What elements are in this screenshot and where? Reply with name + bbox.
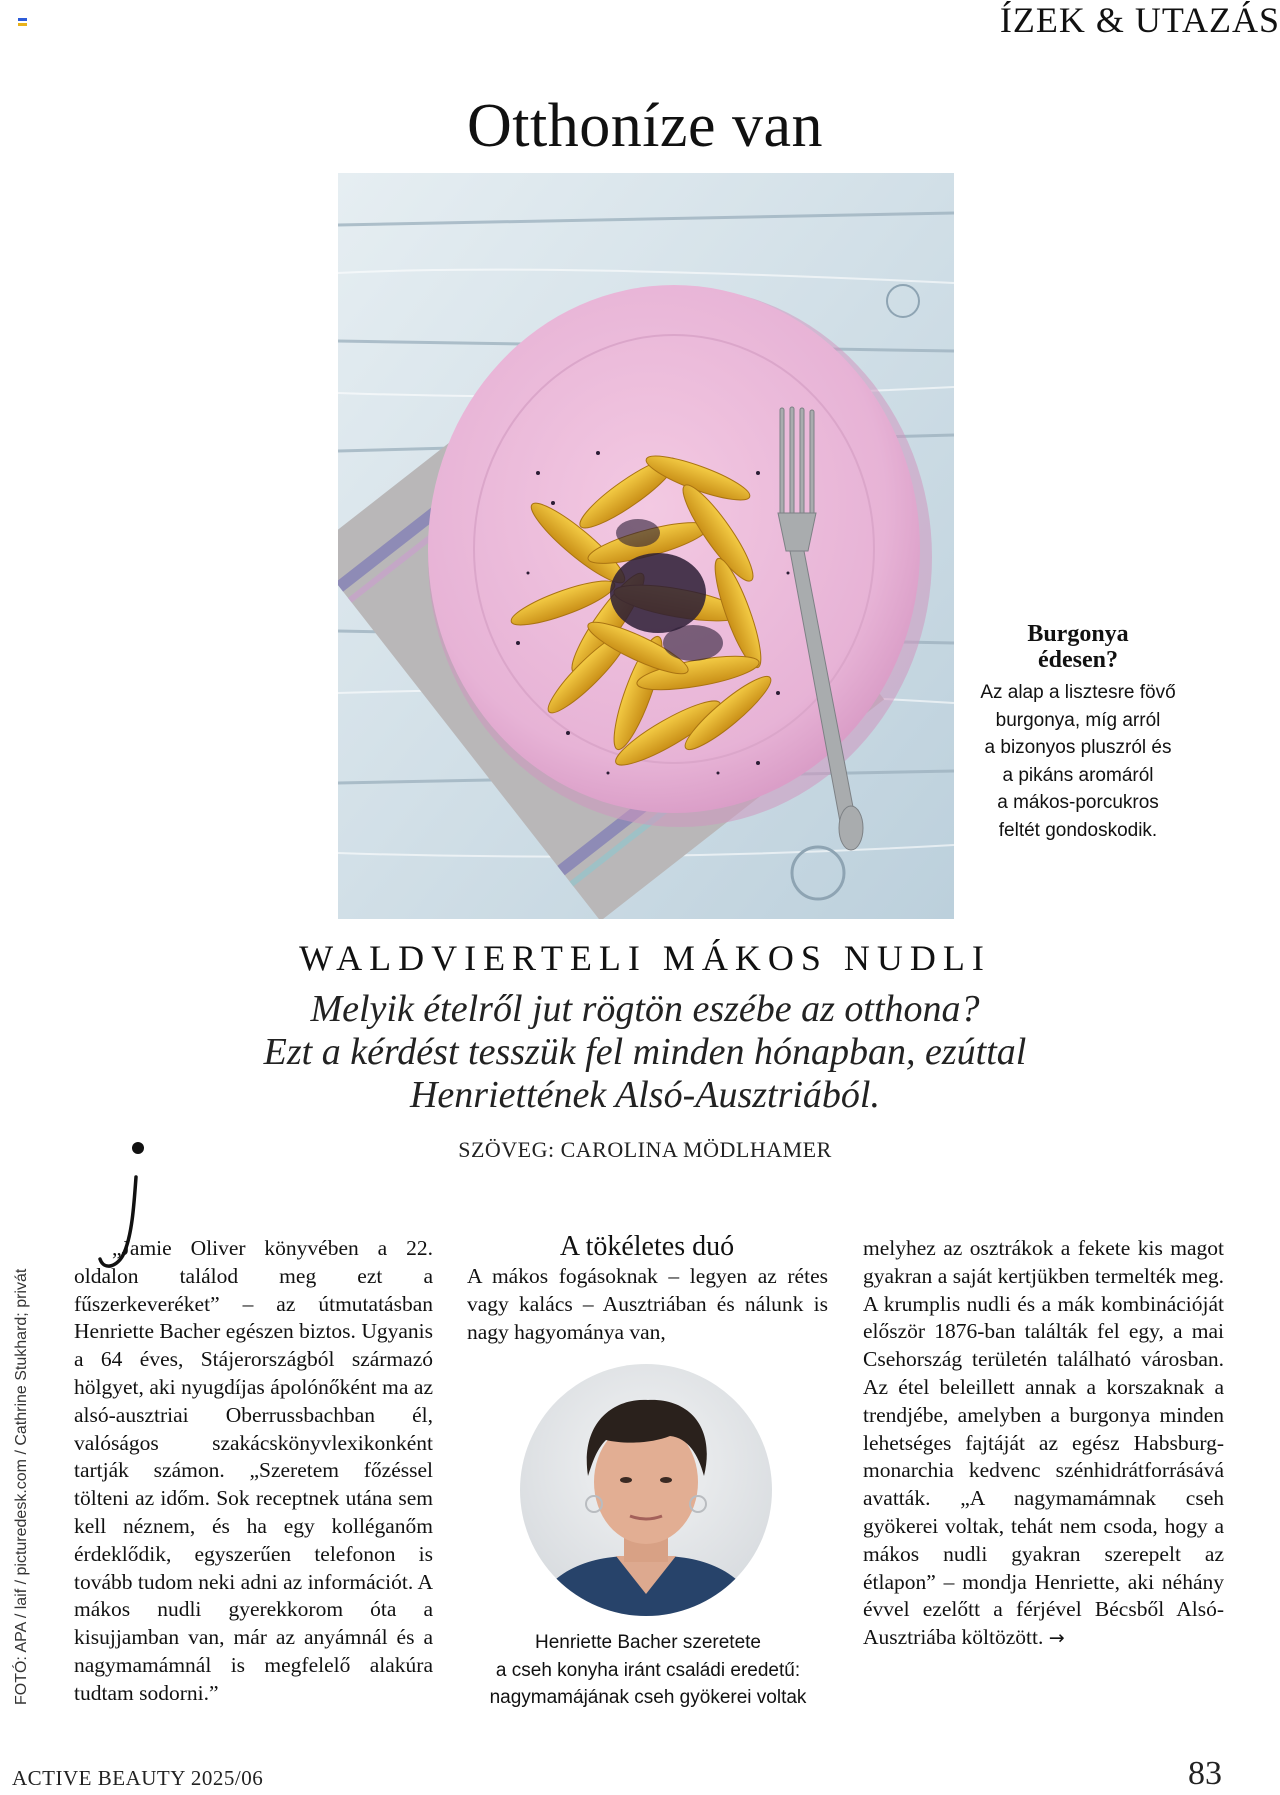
photo-caption-line: burgonya, míg arról (995, 709, 1161, 731)
article-title: Otthoníze van (466, 92, 823, 160)
continue-arrow-icon: → (1048, 1627, 1065, 1650)
article-column-2 (467, 1263, 828, 1346)
portrait-caption (463, 1629, 833, 1712)
food-photo (338, 173, 954, 919)
photo-caption-line: a pikáns aromáról (1002, 764, 1154, 786)
photo-caption-line: feltét gondoskodik. (998, 819, 1158, 841)
portrait-caption-line: nagymamájának cseh gyökerei voltak (489, 1687, 807, 1708)
corner-color-mark (18, 18, 27, 26)
lead-line: Melyik ételről jut rögtön eszébe az otthona? (310, 988, 980, 1030)
photo-caption-line: a bizonyos pluszról és (984, 737, 1172, 758)
byline: SZÖVEG: CAROLINA MÖDLHAMER (458, 1137, 832, 1162)
article-lead (0, 988, 1280, 1117)
photo-credit: FOTÓ: APA / laif / picturedesk.com / Cathrine Stukhard; privát (13, 1268, 30, 1705)
photo-caption-title-line: Burgonya (1027, 621, 1129, 647)
photo-caption (963, 621, 1193, 844)
page-number: 83 (1188, 1755, 1222, 1792)
photo-caption-title-line: édesen? (1038, 647, 1118, 673)
portrait-photo (520, 1364, 772, 1616)
article-column-1-text: „Jamie Oliver könyvében a 22. oldalon találod meg ezt a fűszerkeveréket” – az útmutatásban Henriette Bacher egészen biztos. Ugyanis a 64 éves, Stájerországból származó hölgyet, aki nyugdíjas ápolónőként ma az alsó-ausztriai Oberrussbachban él, valóságos szakácskönyvlexikonként tartják számon. „Szeretem főzéssel tölteni az időm. Sok receptnek utána sem kell néznem, és ha egy kolléganőm érdeklődik, egyszerűen telefonon is tovább tudom neki adni az információt. A mákos nudli gyerekkorom óta a kisujjamban van, már az anyámnál és a nagymamámnál is megfelelő alakúra tudtam sodorni.” (74, 1236, 433, 1705)
article-column-2-text: A mákos fogásoknak – legyen az rétes vagy kalács – Ausztriában és nálunk is nagy hagyománya van, (467, 1264, 828, 1344)
photo-caption-line: Az alap a lisztesre fövő (980, 682, 1176, 703)
photo-caption-text (963, 679, 1193, 844)
magazine-issue: ACTIVE BEAUTY 2025/06 (12, 1766, 264, 1790)
article-column-1 (74, 1235, 433, 1708)
recipe-name: WALDVIERTELI MÁKOS NUDLI (299, 938, 991, 978)
article-column-3-text: melyhez az osztrákok a fekete kis magot gyakran a saját kertjükben termelték meg. A krumplis nudli és a mák kombinációját először 1876-ban találták fel egy, a mai Csehország területén található városban. Az étel beleillett annak a korszaknak a trendjébe, amelyben a burgonya minden lehetséges fajtáját az egész Habsburg-monarchia kedvenc szénhidrátforrásává avatták. „A nagymamámnak cseh gyökerei voltak, tehát nem csoda, hogy a mákos nudli gyakran szerepelt az étlapon” – mondja Henriette, aki néhány évvel ezelőtt a férjével Bécsből Alsó-Ausztriába költözött. (863, 1236, 1224, 1650)
article-column-3 (863, 1235, 1224, 1653)
photo-caption-title (963, 621, 1193, 673)
lead-line: Ezt a kérdést tesszük fel minden hónapban, ezúttal (263, 1031, 1027, 1073)
photo-caption-line: a mákos-porcukros (997, 792, 1159, 813)
section-label: ÍZEK & UTAZÁS (999, 0, 1280, 40)
portrait-caption-line: Henriette Bacher szeretete (534, 1632, 761, 1653)
portrait-caption-line: a cseh konyha iránt családi eredetű: (495, 1659, 801, 1681)
lead-line: Henriettének Alsó-Ausztriából. (409, 1074, 880, 1116)
subheading-perfect-duo: A tökéletes duó (559, 1231, 735, 1262)
